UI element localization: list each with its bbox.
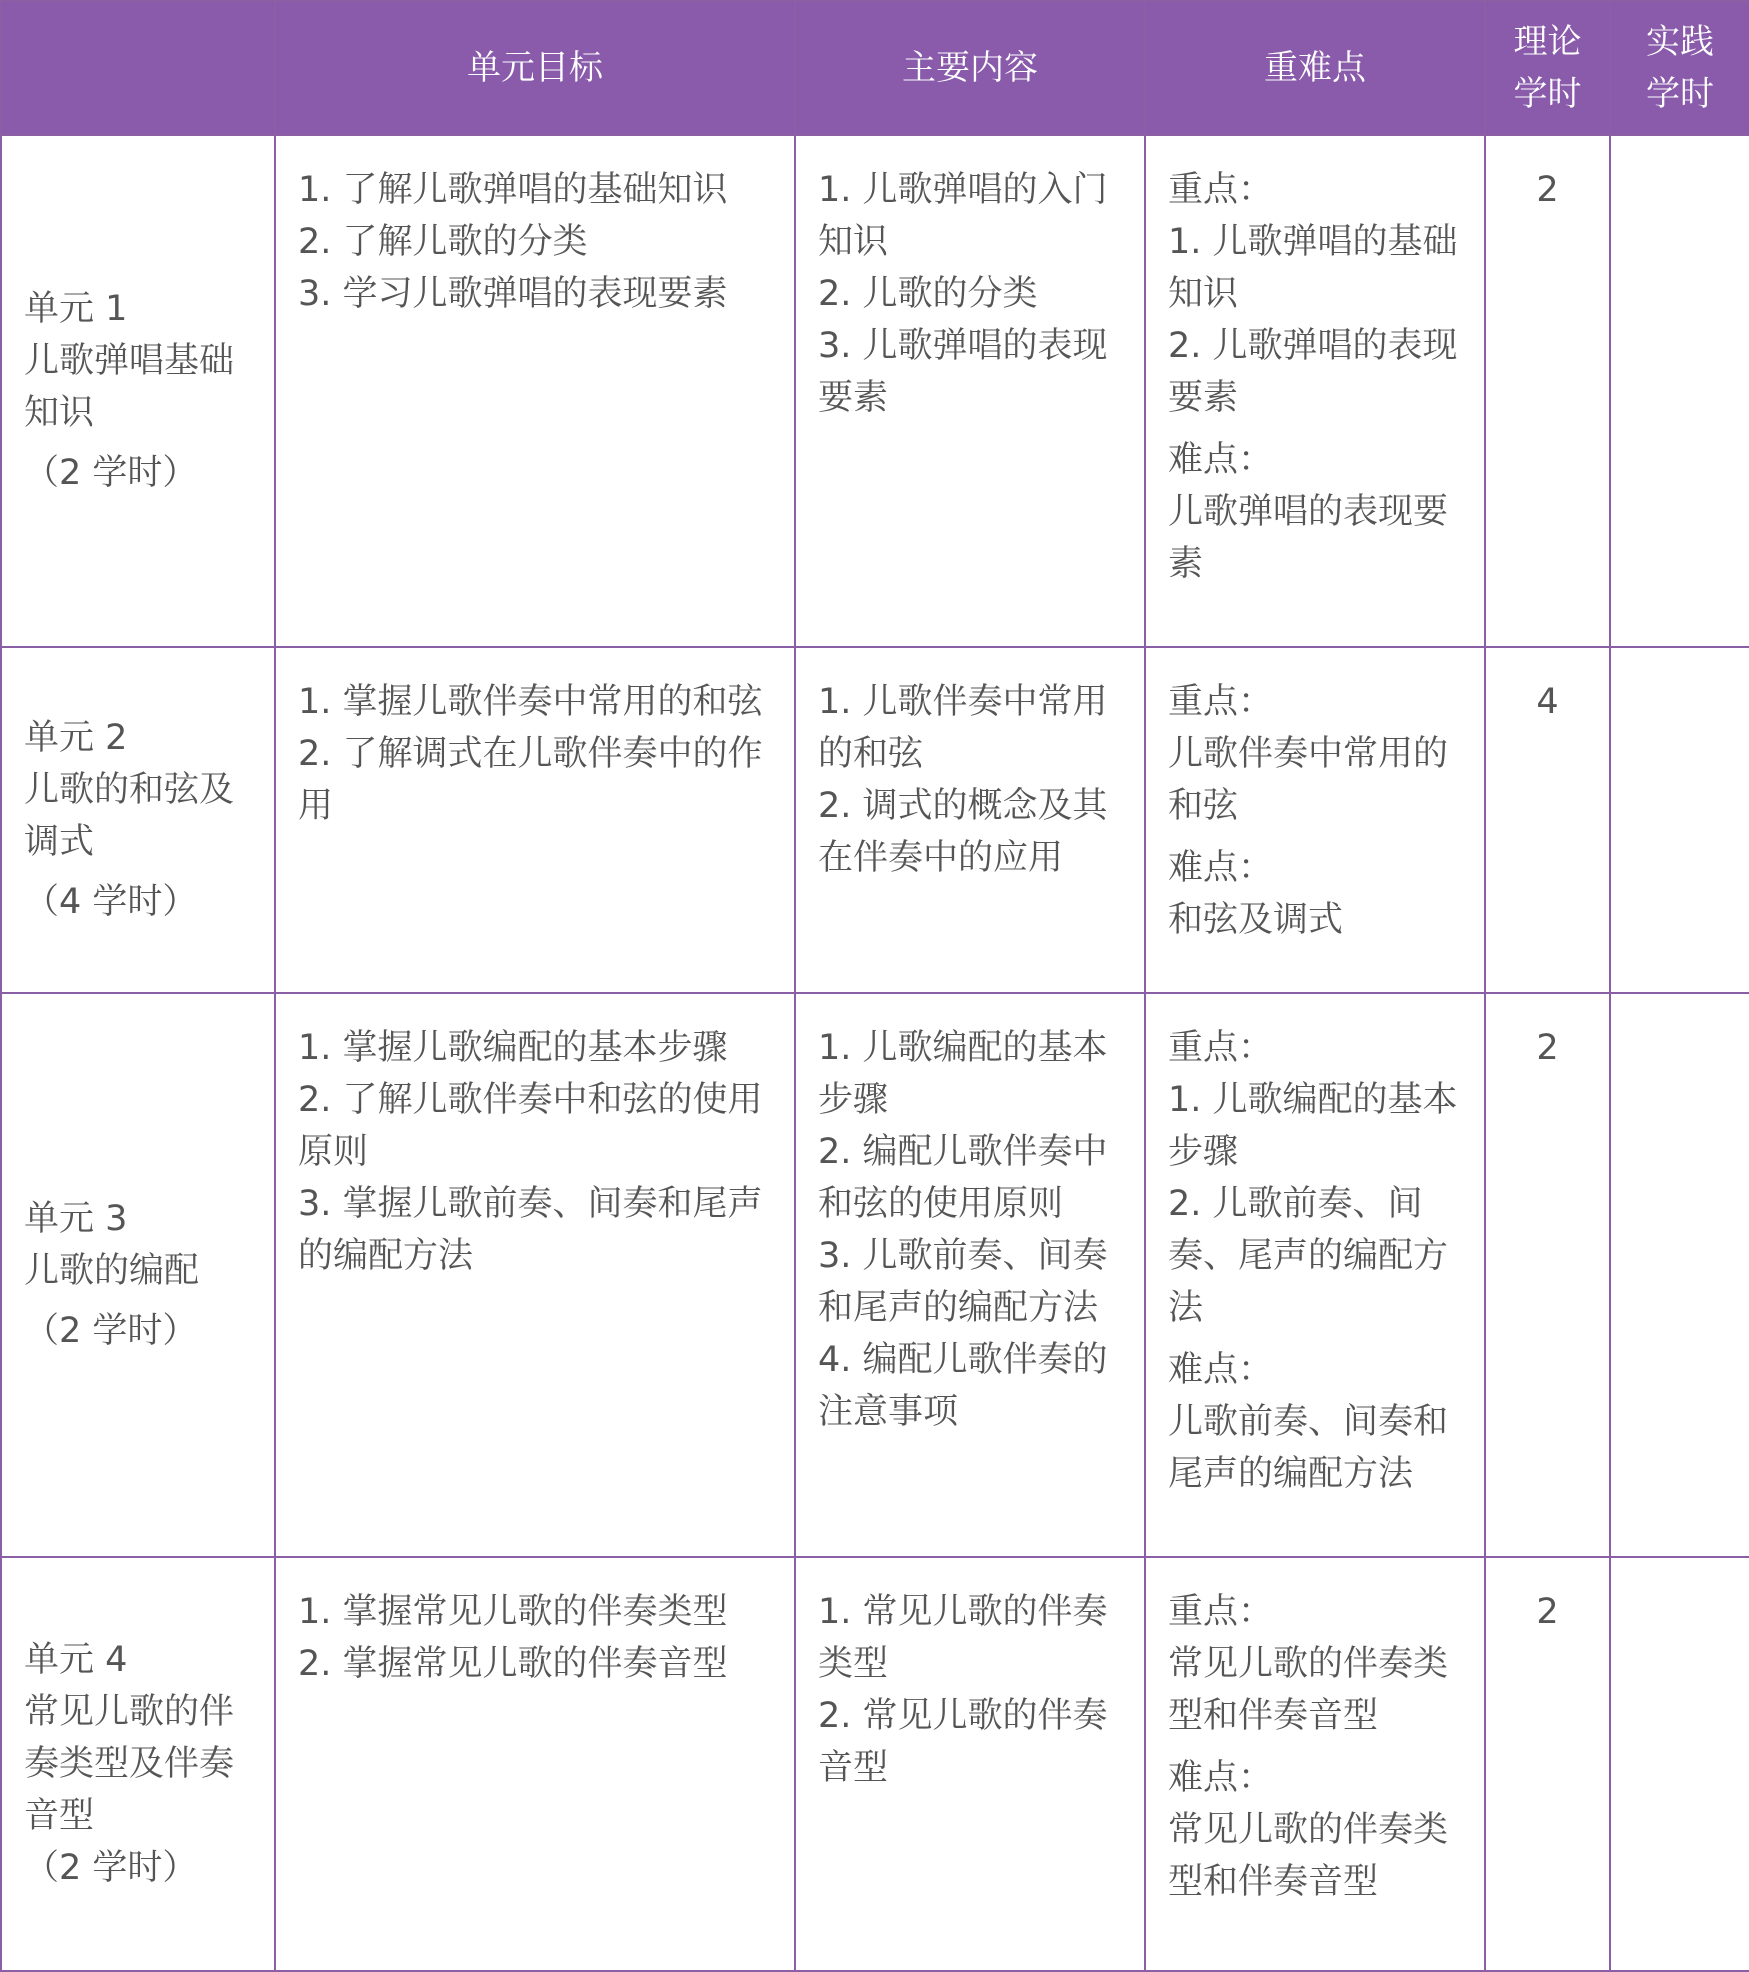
unit-title-line: 音型: [24, 1796, 95, 1836]
key-points-cell: [1145, 1557, 1485, 1971]
unit-cell: [1, 135, 275, 647]
key-item: 2. 儿歌前奏、间奏、尾声的编配方法: [1168, 1184, 1449, 1328]
content-item: 4. 编配儿歌伴奏的注意事项: [818, 1340, 1108, 1432]
goal-item: 3. 掌握儿歌前奏、间奏和尾声的编配方法: [298, 1184, 763, 1276]
content-item: 1. 儿歌编配的基本步骤: [818, 1028, 1108, 1120]
goal-item: 1. 了解儿歌弹唱的基础知识: [298, 170, 728, 210]
key-label: 重点：: [1168, 1592, 1274, 1632]
unit-hours: （2 学时）: [24, 1848, 198, 1888]
difficult-item: 和弦及调式: [1168, 900, 1344, 940]
difficult-item: 儿歌弹唱的表现要素: [1168, 492, 1449, 584]
goal-item: 2. 了解调式在儿歌伴奏中的作用: [298, 734, 763, 826]
header-theory-hours-line: 学时: [1513, 74, 1582, 114]
difficult-item: 儿歌前奏、间奏和尾声的编配方法: [1168, 1402, 1449, 1494]
header-content: 主要内容: [795, 1, 1145, 135]
content-cell: [795, 135, 1145, 647]
key-points-cell: [1145, 993, 1485, 1557]
difficult-label: 难点：: [1168, 440, 1274, 480]
goals-cell: [275, 993, 795, 1557]
content-item: 1. 儿歌伴奏中常用的和弦: [818, 682, 1108, 774]
difficult-label: 难点：: [1168, 1758, 1274, 1798]
table-row: [1, 647, 1749, 993]
practice-hours-cell: [1610, 1557, 1749, 1971]
header-practice-hours-line: 实践: [1646, 22, 1714, 62]
header-row: [1, 1, 1749, 135]
content-item: 2. 调式的概念及其在伴奏中的应用: [818, 786, 1108, 878]
table-body: [1, 135, 1749, 1971]
goal-item: 3. 学习儿歌弹唱的表现要素: [298, 274, 728, 314]
content-item: 3. 儿歌弹唱的表现要素: [818, 326, 1108, 418]
unit-title-line: 常见儿歌的伴: [24, 1692, 235, 1732]
goal-item: 1. 掌握儿歌伴奏中常用的和弦: [298, 682, 763, 722]
content-item: 2. 编配儿歌伴奏中和弦的使用原则: [818, 1132, 1108, 1224]
key-item: 儿歌伴奏中常用的和弦: [1168, 734, 1449, 826]
theory-hours-cell: 2: [1485, 993, 1610, 1557]
key-points-cell: [1145, 647, 1485, 993]
practice-hours-cell: [1610, 647, 1749, 993]
header-goals: 单元目标: [275, 1, 795, 135]
practice-hours-cell: [1610, 993, 1749, 1557]
content-cell: [795, 993, 1145, 1557]
unit-cell: [1, 993, 275, 1557]
unit-title-line: 儿歌弹唱基础: [24, 341, 235, 381]
content-cell: [795, 647, 1145, 993]
theory-hours-cell: 4: [1485, 647, 1610, 993]
goal-item: 2. 了解儿歌伴奏中和弦的使用原则: [298, 1080, 763, 1172]
header-practice-hours: [1610, 1, 1749, 135]
key-label: 重点：: [1168, 682, 1274, 722]
header-practice-hours-line: 学时: [1646, 74, 1714, 114]
header-theory-hours: [1485, 1, 1610, 135]
key-label: 重点：: [1168, 170, 1274, 210]
table-row: [1, 135, 1749, 647]
theory-hours-cell: 2: [1485, 1557, 1610, 1971]
goals-cell: [275, 647, 795, 993]
key-label: 重点：: [1168, 1028, 1274, 1068]
content-item: 2. 儿歌的分类: [818, 274, 1038, 314]
goal-item: 2. 掌握常见儿歌的伴奏音型: [298, 1644, 728, 1684]
practice-hours-cell: [1610, 135, 1749, 647]
theory-hours-cell: 2: [1485, 135, 1610, 647]
difficult-label: 难点：: [1168, 1350, 1274, 1390]
unit-cell: [1, 1557, 275, 1971]
unit-number: 单元 2: [24, 718, 128, 758]
difficult-item: 常见儿歌的伴奏类型和伴奏音型: [1168, 1810, 1449, 1902]
unit-title-line: 知识: [24, 393, 95, 433]
unit-hours: （4 学时）: [24, 882, 198, 922]
unit-hours: （2 学时）: [24, 453, 198, 493]
unit-number: 单元 1: [24, 289, 128, 329]
content-cell: [795, 1557, 1145, 1971]
goal-item: 1. 掌握儿歌编配的基本步骤: [298, 1028, 728, 1068]
unit-title-line: 儿歌的编配: [24, 1251, 200, 1291]
key-item: 1. 儿歌编配的基本步骤: [1168, 1080, 1458, 1172]
unit-number: 单元 3: [24, 1199, 128, 1239]
content-item: 1. 常见儿歌的伴奏类型: [818, 1592, 1108, 1684]
unit-cell: [1, 647, 275, 993]
key-item: 常见儿歌的伴奏类型和伴奏音型: [1168, 1644, 1449, 1736]
unit-title-line: 儿歌的和弦及: [24, 770, 235, 810]
table-row: [1, 993, 1749, 1557]
key-item: 1. 儿歌弹唱的基础知识: [1168, 222, 1458, 314]
goals-cell: [275, 135, 795, 647]
goal-item: 2. 了解儿歌的分类: [298, 222, 588, 262]
unit-hours: （2 学时）: [24, 1311, 198, 1351]
goals-cell: [275, 1557, 795, 1971]
key-item: 2. 儿歌弹唱的表现要素: [1168, 326, 1458, 418]
header-key-points: 重难点: [1145, 1, 1485, 135]
content-item: 3. 儿歌前奏、间奏和尾声的编配方法: [818, 1236, 1108, 1328]
table-row: [1, 1557, 1749, 1971]
goal-item: 1. 掌握常见儿歌的伴奏类型: [298, 1592, 728, 1632]
content-item: 1. 儿歌弹唱的入门知识: [818, 170, 1108, 262]
header-unit: [1, 1, 275, 135]
difficult-label: 难点：: [1168, 848, 1274, 888]
header-theory-hours-line: 理论: [1513, 22, 1582, 62]
unit-title-line: 调式: [24, 822, 95, 862]
key-points-cell: [1145, 135, 1485, 647]
unit-number: 单元 4: [24, 1640, 128, 1680]
content-item: 2. 常见儿歌的伴奏音型: [818, 1696, 1108, 1788]
unit-title-line: 奏类型及伴奏: [24, 1744, 235, 1784]
